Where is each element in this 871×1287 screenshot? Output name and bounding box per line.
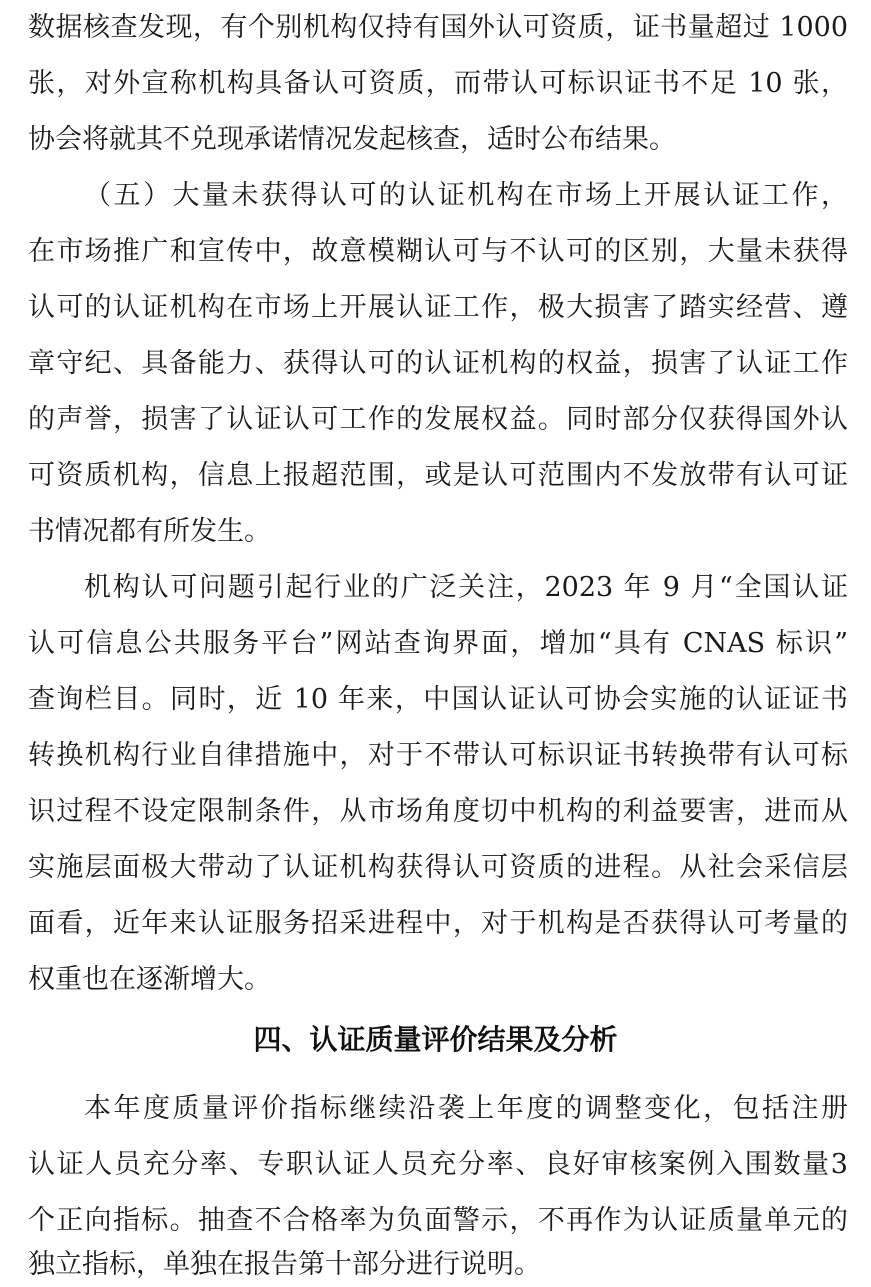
paragraph-4-line-4: 独立指标，单独在报告第十部分进行说明。: [28, 1249, 541, 1280]
paragraph-3-line-3: 查询栏目。同时，近 10 年来，中国认证认可协会实施的认证证书: [28, 684, 848, 715]
paragraph-4-line-3: 个正向指标。抽查不合格率为负面警示，不再作为认证质量单元的: [28, 1205, 848, 1236]
paragraph-3-line-1: 机构认可问题引起行业的广泛关注，2023 年 9 月“全国认证: [84, 572, 848, 603]
paragraph-3-line-2: 认可信息公共服务平台”网站查询界面，增加“具有 CNAS 标识”: [28, 628, 848, 659]
paragraph-2-line-7: 书情况都有所发生。: [28, 516, 271, 547]
paragraph-2-line-6: 可资质机构，信息上报超范围，或是认可范围内不发放带有认可证: [28, 460, 848, 491]
paragraph-4-line-1: 本年度质量评价指标继续沿袭上年度的调整变化，包括注册: [84, 1093, 848, 1124]
paragraph-1-line-3: 协会将就其不兑现承诺情况发起核查，适时公布结果。: [28, 124, 676, 155]
paragraph-2-line-1: （五）大量未获得认可的认证机构在市场上开展认证工作，: [84, 180, 848, 211]
paragraph-2-line-3: 认可的认证机构在市场上开展认证工作，极大损害了踏实经营、遵: [28, 292, 848, 323]
paragraph-3-line-8: 权重也在逐渐增大。: [28, 964, 271, 995]
paragraph-3-line-5: 识过程不设定限制条件，从市场角度切中机构的利益要害，进而从: [28, 796, 848, 827]
paragraph-3-line-6: 实施层面极大带动了认证机构获得认可资质的进程。从社会采信层: [28, 852, 848, 883]
paragraph-1-line-1: 数据核查发现，有个别机构仅持有国外认可资质，证书量超过 1000: [28, 12, 848, 43]
section-heading: 四、认证质量评价结果及分析: [253, 1023, 618, 1056]
paragraph-2-line-2: 在市场推广和宣传中，故意模糊认可与不认可的区别，大量未获得: [28, 236, 848, 267]
paragraph-4-line-2: 认证人员充分率、专职认证人员充分率、良好审核案例入围数量3: [28, 1149, 848, 1180]
paragraph-1-line-2: 张，对外宣称机构具备认可资质，而带认可标识证书不足 10 张，: [28, 68, 848, 99]
paragraph-3-line-7: 面看，近年来认证服务招采进程中，对于机构是否获得认可考量的: [28, 908, 848, 939]
paragraph-2-line-5: 的声誉，损害了认证认可工作的发展权益。同时部分仅获得国外认: [28, 404, 848, 435]
paragraph-3-line-4: 转换机构行业自律措施中，对于不带认可标识证书转换带有认可标: [28, 740, 848, 771]
paragraph-2-line-4: 章守纪、具备能力、获得认可的认证机构的权益，损害了认证工作: [28, 348, 848, 379]
